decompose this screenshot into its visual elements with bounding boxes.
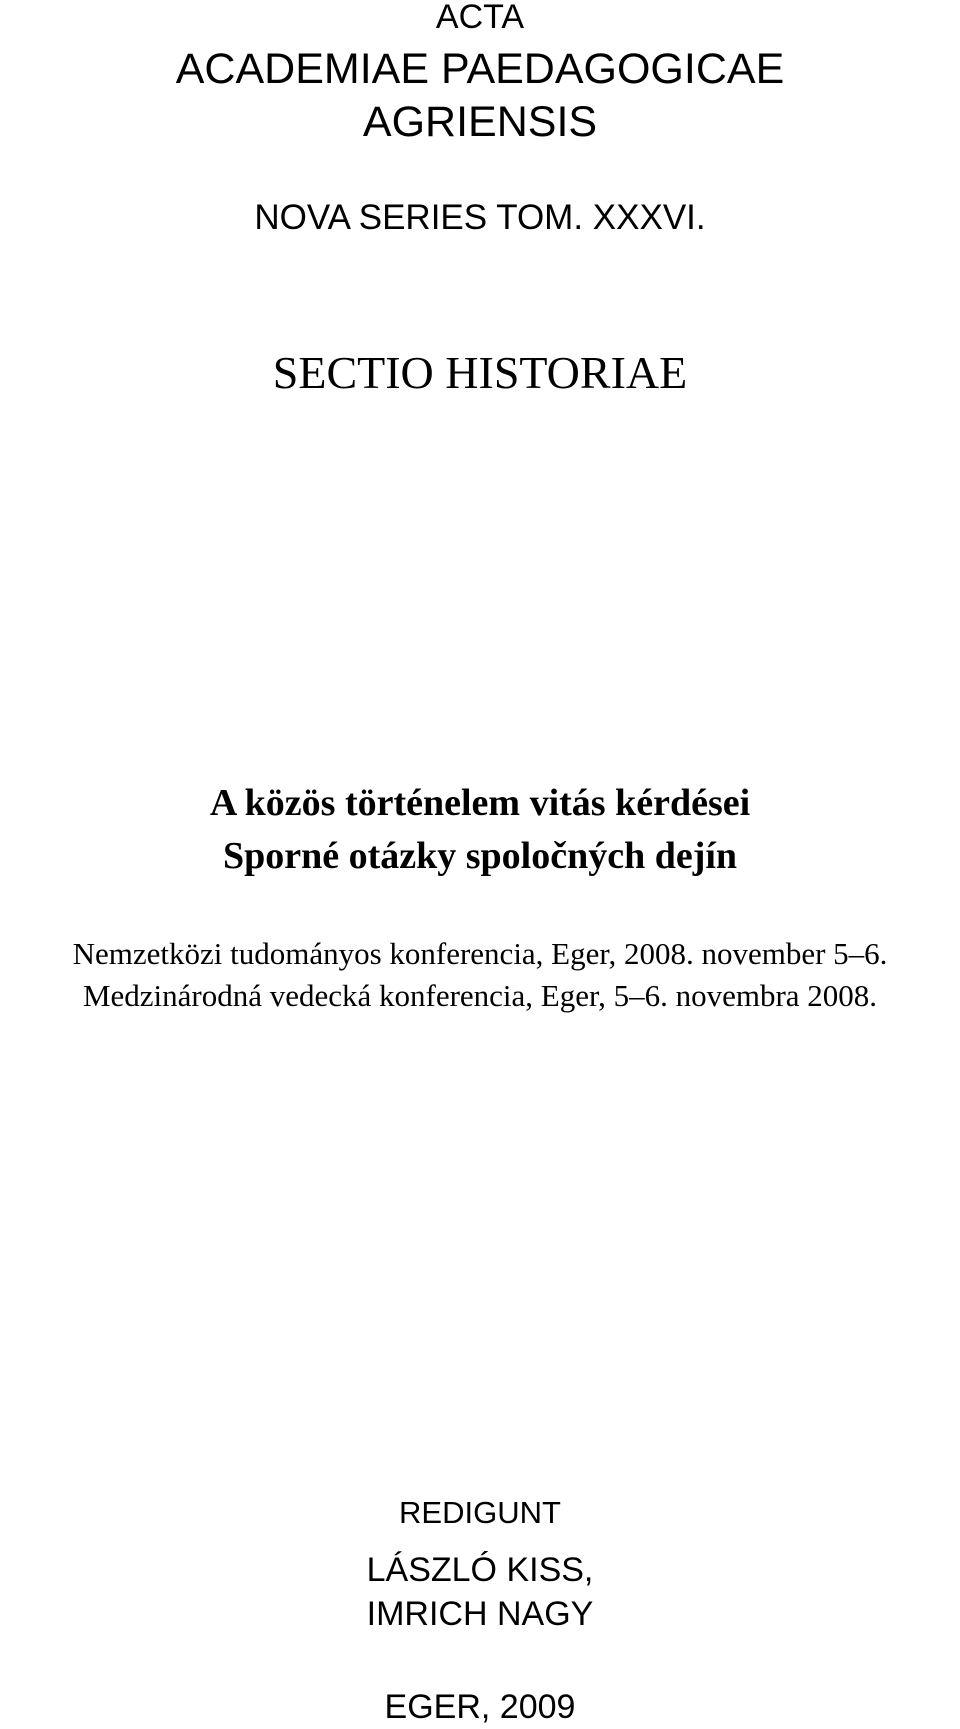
editor-name: LÁSZLÓ KISS, <box>366 1551 594 1589</box>
editors-label: REDIGUNT <box>399 1495 561 1530</box>
journal-name-line-3: AGRIENSIS <box>362 98 598 146</box>
conference-subtitle-hungarian: Nemzetközi tudományos konferencia, Eger, 2008. november 5–6. <box>72 936 888 971</box>
section-title: SECTIO HISTORIAE <box>272 347 688 398</box>
book-title-hungarian: A közös történelem vitás kérdései <box>209 782 751 824</box>
journal-name-line-1: ACTA <box>435 0 525 36</box>
journal-name-line-2: ACADEMIAE PAEDAGOGICAE <box>175 45 785 93</box>
book-title-slovak: Sporné otázky spoločných dejín <box>222 835 738 877</box>
imprint-place-year: EGER, 2009 <box>384 1688 576 1726</box>
editor-name: IMRICH NAGY <box>366 1595 594 1633</box>
series-volume: NOVA SERIES TOM. XXXVI. <box>254 198 706 237</box>
conference-subtitle-slovak: Medzinárodná vedecká konferencia, Eger, 5–6. novembra 2008. <box>82 978 878 1013</box>
